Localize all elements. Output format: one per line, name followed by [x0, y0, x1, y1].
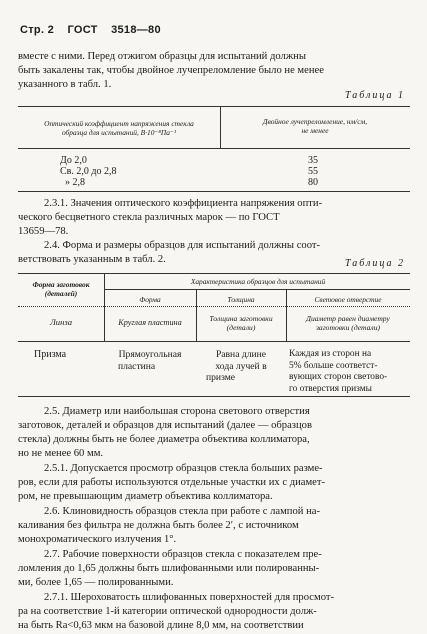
- paragraph-2-7: [18, 548, 410, 590]
- table1-top-rule: [18, 106, 410, 107]
- text-line: монохроматического излучения 1°.: [18, 534, 177, 545]
- table1-caption: Таблица 1: [345, 90, 405, 101]
- table2-bottom-rule: [18, 396, 410, 397]
- text-line: ломления до 1,65 должны быть шлифованными или полированны-: [18, 563, 320, 574]
- text-line: 2.5. Диаметр или наибольшая сторона светового отверстия: [44, 406, 310, 417]
- table2-lens-aperture: Диаметр равен диаметру заготовки (детали): [306, 314, 390, 332]
- table1-col2-header: [222, 117, 408, 135]
- text-line: заготовок, деталей и образцов для испытаний (далее — образцов: [18, 420, 312, 431]
- table2-prism-form: [106, 349, 194, 372]
- text-line: 13659—78.: [18, 226, 69, 237]
- cell-line: вующих сторон светово-: [289, 372, 388, 382]
- table1-row-value: 35: [308, 155, 318, 166]
- text-line: быть закалены так, чтобы двойное лучепреломление было не менее: [18, 65, 324, 76]
- cell-line: призме: [206, 372, 236, 383]
- header-line: не менее: [301, 126, 329, 135]
- table1-row-value: 55: [308, 166, 318, 177]
- page-number: Стр. 2: [20, 24, 55, 36]
- table2-group-header: Характеристика образцов для испытаний: [190, 277, 326, 286]
- text-line: 2.7. Рабочие поверхности образцов стекла с показателем пре-: [44, 549, 322, 560]
- table2-lens-label: Линза: [49, 317, 73, 327]
- table1-header-rule: [18, 148, 410, 149]
- text-line: но не менее 60 мм.: [18, 448, 104, 459]
- text-line: ров, если для работы используются отдельные участки их с диамет-: [18, 477, 326, 488]
- table1-column-divider: [220, 106, 221, 148]
- cell-line: хода лучей в: [215, 360, 267, 372]
- text-line: 2.4. Форма и размеры образцов для испытаний должны соот-: [44, 240, 321, 251]
- cell-line: Равна длине: [215, 349, 267, 360]
- cell-line: 5% больше соответст-: [289, 360, 378, 371]
- cell-line: Каждая из сторон на: [289, 349, 372, 359]
- table2-divider-1: [104, 273, 105, 341]
- table2-lens-thickness: Толщина заготовки (детали): [209, 314, 273, 332]
- text-line: каливания без фильтра не должна быть более 2′, с источником: [18, 520, 299, 531]
- table2-lens-form: Круглая пластина: [118, 318, 182, 327]
- table2-header-bottom-rule: [18, 341, 410, 342]
- table2-prism-label: Призма: [34, 349, 67, 360]
- text-line: 2.6. Клиновидность образцов стекла при работе с лампой на-: [44, 506, 320, 517]
- page-header: [20, 24, 161, 36]
- paragraph-2-3-1: [18, 197, 410, 239]
- table1-row-label: Св. 2,0 до 2,8: [60, 166, 117, 177]
- table2-subheader-rule: [18, 306, 410, 307]
- standard-number: 3518—80: [111, 24, 161, 36]
- table1-bottom-rule: [18, 191, 410, 192]
- text-line: на быть Ra<0,63 мкм на базовой длине 8,0 мм, на соответствии: [18, 620, 304, 631]
- text-line: стекла) должны быть не более диаметра объектива коллиматора,: [18, 434, 310, 445]
- cell-line: го отверстия призмы: [289, 383, 372, 394]
- paragraph-2-5-1: [18, 462, 410, 504]
- table2-subheader-aperture: Световое отверстие: [314, 295, 382, 304]
- header-line: Оптический коэффициент напряжения стекла: [44, 119, 194, 128]
- paragraph-2-7-1: [18, 591, 410, 633]
- header-line: образца для испытаний, B·10⁻⁸Па⁻¹: [61, 128, 177, 137]
- standard-label: ГОСТ: [67, 24, 98, 36]
- text-line: указанного в табл. 1.: [18, 79, 112, 90]
- table1-col1-header: [22, 119, 216, 137]
- text-line: ра на соответствие 1-й категории оптической однородности долж-: [18, 606, 317, 617]
- table2-top-rule: [18, 273, 410, 274]
- table2-group-rule: [104, 289, 410, 290]
- intro-paragraph: [18, 50, 410, 92]
- header-line: (деталей): [44, 289, 78, 298]
- table2-prism-aperture: [289, 349, 411, 395]
- text-line: 2.3.1. Значения оптического коэффициента напряжения опти-: [44, 198, 323, 209]
- text-line: ческого бесцветного стекла различных марок — по ГОСТ: [18, 212, 280, 223]
- table2-caption: Таблица 2: [345, 258, 405, 269]
- table2-first-col-header: [18, 280, 104, 298]
- table1-row-value: 80: [308, 177, 318, 188]
- header-line: Форма заготовок: [32, 280, 90, 289]
- cell-line: пластина: [118, 360, 156, 372]
- text-line: ми, более 1,65 — полированными.: [18, 577, 174, 588]
- text-line: 2.7.1. Шероховатость шлифованных поверхностей для просмот-: [44, 592, 335, 603]
- table2-subheader-thickness: Толщина: [227, 295, 255, 304]
- text-line: 2.5.1. Допускается просмотр образцов стекла больших разме-: [44, 463, 323, 474]
- table1-row-label: » 2,8: [65, 177, 85, 188]
- table2-prism-thickness: [198, 349, 284, 384]
- table2-divider-2: [196, 289, 197, 341]
- table2-subheader-form: Форма: [139, 295, 161, 304]
- paragraph-2-6: [18, 505, 410, 547]
- header-line: Двойное лучепреломление, нм/см,: [262, 117, 368, 126]
- text-line: ветствовать указанным в табл. 2.: [18, 254, 166, 265]
- table1-row-label: До 2,0: [60, 155, 87, 166]
- text-line: вместе с ними. Перед отжигом образцы для испытаний должны: [18, 51, 306, 62]
- cell-line: Прямоугольная: [118, 349, 182, 360]
- text-line: ром, не превышающим диаметр объектива коллиматора.: [18, 491, 273, 502]
- table2-divider-3: [286, 289, 287, 341]
- paragraph-2-5: [18, 405, 410, 461]
